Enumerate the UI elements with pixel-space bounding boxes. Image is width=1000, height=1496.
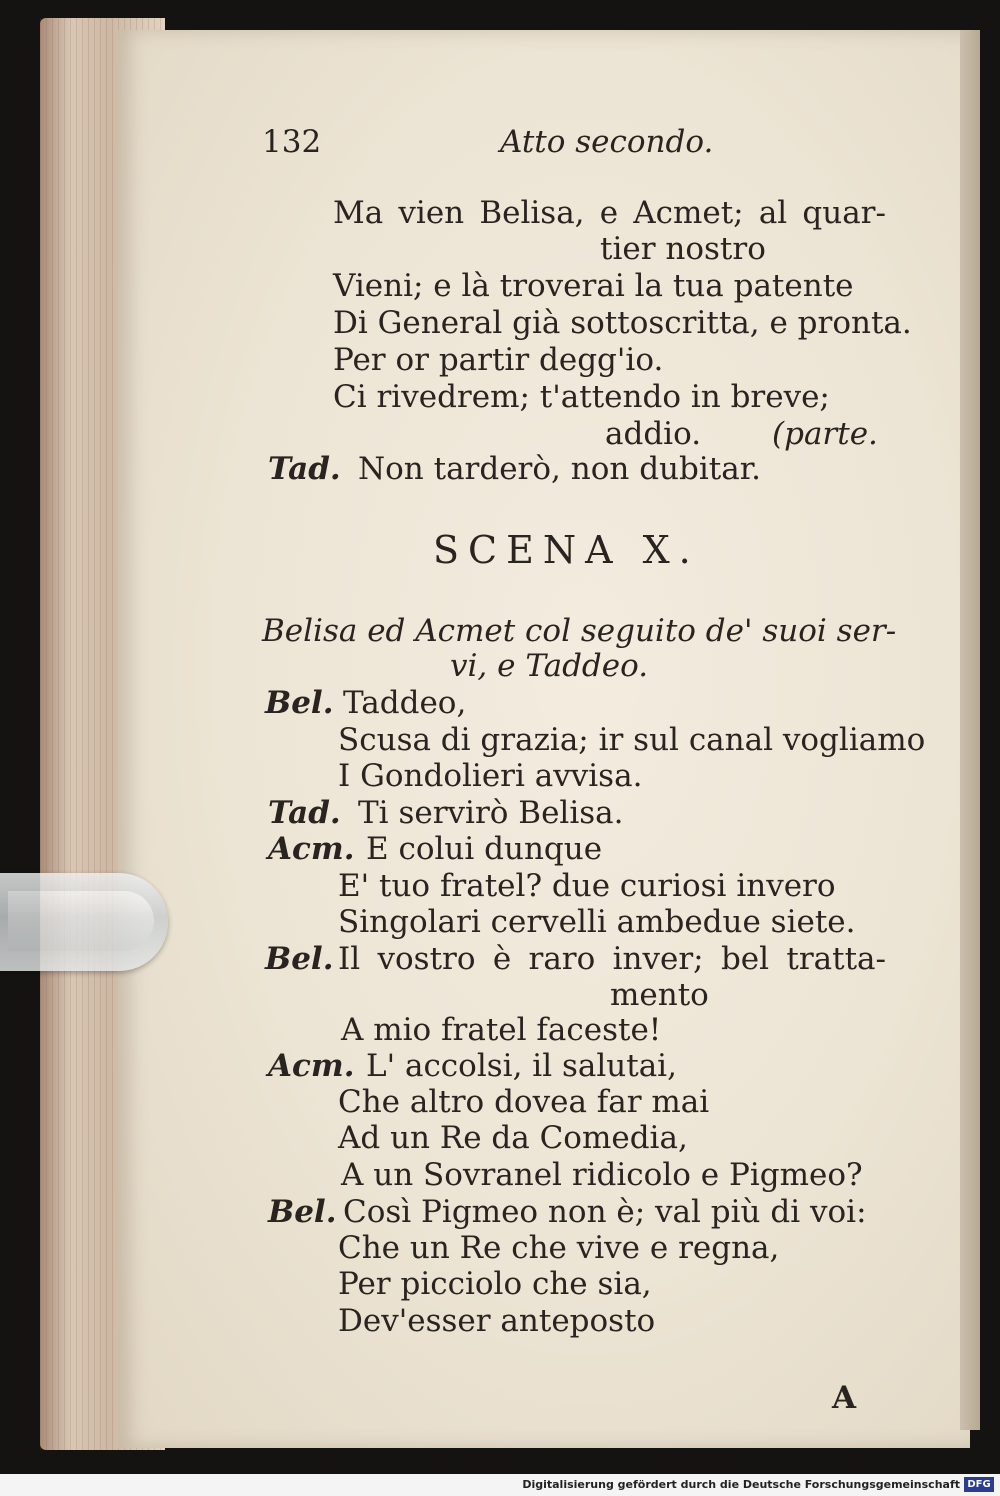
dialogue-text: Taddeo, — [343, 685, 467, 721]
text-line: addio. — [605, 416, 702, 452]
exit-direction: (parte. — [772, 416, 878, 452]
text-line: Ci rivedrem; t'attendo in breve; — [333, 379, 830, 415]
dialogue-text: Per picciolo che sia, — [338, 1266, 652, 1302]
dialogue-text: A un Sovranel ridicolo e Pigmeo? — [341, 1157, 863, 1193]
dialogue-text: Scusa di grazia; ir sul canal vogliamo — [338, 722, 926, 758]
dialogue-text: Non tarderò, non dubitar. — [358, 451, 761, 487]
dialogue-text: Il vostro è raro inver; bel tratta- — [338, 941, 886, 977]
speaker-label: Bel. — [265, 941, 334, 977]
speaker-label: Bel. — [268, 1194, 337, 1230]
dialogue-text: E' tuo fratel? due curiosi invero — [338, 868, 836, 904]
dialogue-text: Ti servirò Belisa. — [358, 795, 624, 831]
speaker-label: Acm. — [268, 831, 355, 867]
page-clip — [0, 873, 168, 971]
running-title: Atto secondo. — [500, 124, 714, 160]
dialogue-text: Che altro dovea far mai — [338, 1084, 710, 1120]
dfg-logo-icon: DFG — [964, 1477, 994, 1492]
catchword: A — [832, 1380, 857, 1416]
dialogue-text: I Gondolieri avvisa. — [338, 758, 643, 794]
dialogue-text: Così Pigmeo non è; val più di voi: — [343, 1194, 867, 1230]
text-line: Di General già sottoscritta, e pronta. — [333, 305, 912, 341]
footer-bar — [0, 1474, 1000, 1496]
dialogue-text: A mio fratel faceste! — [341, 1012, 662, 1048]
dialogue-text: L' accolsi, il salutai, — [366, 1048, 677, 1084]
dialogue-text: mento — [610, 977, 709, 1013]
stage-direction: vi, e Taddeo. — [450, 648, 649, 684]
dialogue-text: E colui dunque — [366, 831, 603, 867]
speaker-label: Tad. — [268, 451, 341, 487]
speaker-label: Tad. — [268, 795, 341, 831]
dialogue-text: Dev'esser anteposto — [338, 1303, 656, 1339]
text-line: Ma vien Belisa, e Acmet; al quar- — [333, 195, 886, 231]
text-line: Vieni; e là troverai la tua patente — [333, 268, 854, 304]
page-number: 132 — [262, 124, 322, 160]
dialogue-text: Singolari cervelli ambedue siete. — [338, 904, 856, 940]
speaker-label: Acm. — [268, 1048, 355, 1084]
dialogue-text: Ad un Re da Comedia, — [338, 1120, 688, 1156]
book-gutter — [960, 30, 980, 1430]
text-line: Per or partir degg'io. — [333, 342, 664, 378]
scene-heading: SCENA X. — [433, 528, 700, 572]
stage-direction: Belisa ed Acmet col seguito de' suoi ser- — [262, 613, 897, 649]
speaker-label: Bel. — [265, 685, 334, 721]
footer-credit: Digitalisierung gefördert durch die Deutsche Forschungsgemeinschaft — [522, 1478, 960, 1491]
text-line: tier nostro — [600, 231, 766, 267]
dialogue-text: Che un Re che vive e regna, — [338, 1230, 780, 1266]
